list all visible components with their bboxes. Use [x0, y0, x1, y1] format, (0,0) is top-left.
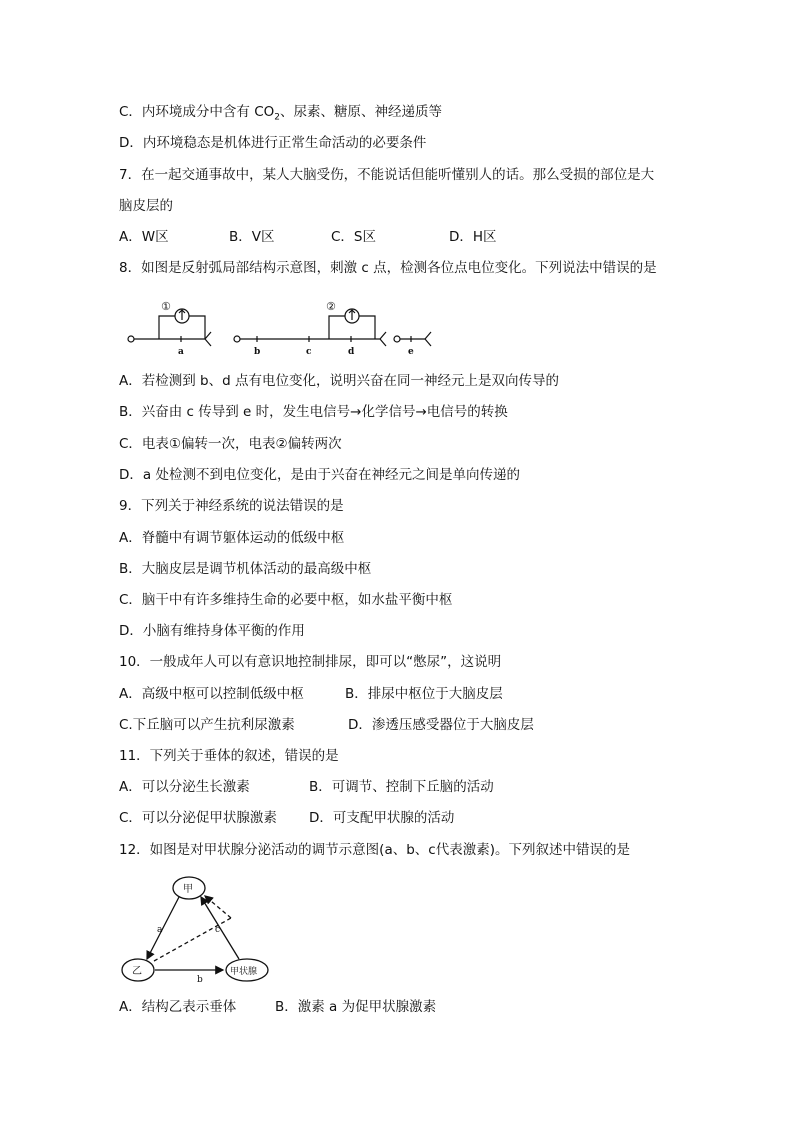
q8-option-a: A．若检测到 b、d 点有电位变化，说明兴奋在同一神经元上是双向传导的 — [119, 373, 559, 389]
q7-option-a: A．W区 — [119, 229, 169, 245]
q7-option-c: C．S区 — [331, 229, 376, 245]
q8-option-c: C．电表①偏转一次，电表②偏转两次 — [119, 436, 342, 452]
meter-1-label: ① — [161, 300, 171, 313]
question-9: 9．下列关于神经系统的说法错误的是 — [119, 498, 344, 514]
q8-option-d: D．a 处检测不到电位变化，是由于兴奋在神经元之间是单向传递的 — [119, 467, 520, 483]
q9-option-d: D．小脑有维持身体平衡的作用 — [119, 623, 305, 639]
q7-option-d: D．H区 — [449, 229, 497, 245]
q10-option-d: D．渗透压感受器位于大脑皮层 — [348, 717, 534, 733]
question-12: 12．如图是对甲状腺分泌活动的调节示意图(a、b、c代表激素)。下列叙述中错误的是 — [119, 842, 630, 858]
option-c-internal-environment: C．内环境成分中含有 $CO_2$、尿素、糖原、神经递质等 — [119, 104, 443, 123]
q11-option-b: B．可调节、控制下丘脑的活动 — [309, 779, 494, 795]
q11-option-c: C．可以分泌促甲状腺激素 — [119, 810, 277, 826]
label-thyroid: 甲状腺 — [230, 967, 258, 977]
q9-option-b: B．大脑皮层是调节机体活动的最高级中枢 — [119, 561, 372, 577]
q10-option-c: C.下丘脑可以产生抗利尿激素 — [119, 717, 295, 733]
question-10: 10．一般成年人可以有意识地控制排尿，即可以“憋尿”，这说明 — [119, 654, 502, 670]
reflex-arc-figure — [119, 292, 439, 362]
question-11: 11．下列关于垂体的叙述，错误的是 — [119, 748, 339, 764]
q9-option-c: C．脑干中有许多维持生命的必要中枢，如水盐平衡中枢 — [119, 592, 453, 608]
q7-option-b: B．V区 — [229, 229, 275, 245]
label-a: a — [157, 925, 163, 935]
q11-option-a: A．可以分泌生长激素 — [119, 779, 250, 795]
question-7-continued: 脑皮层的 — [119, 198, 173, 214]
thyroid-regulation-figure — [119, 870, 279, 985]
question-8: 8．如图是反射弧局部结构示意图，刺激 c 点，检测各位点电位变化。下列说法中错误的是 — [119, 260, 657, 276]
label-c: c — [215, 925, 221, 935]
q11-option-d: D．可支配甲状腺的活动 — [309, 810, 455, 826]
label-jia: 甲 — [183, 884, 193, 895]
question-7: 7．在一起交通事故中，某人大脑受伤，不能说话但能听懂别人的话。那么受损的部位是大 — [119, 167, 655, 183]
point-a: a — [178, 347, 184, 357]
q12-option-b: B．激素 a 为促甲状腺激素 — [275, 999, 437, 1015]
point-d: d — [348, 347, 355, 357]
point-c: c — [306, 347, 312, 357]
q10-option-b: B．排尿中枢位于大脑皮层 — [345, 686, 503, 702]
label-b: b — [197, 975, 203, 985]
q8-option-b: B．兴奋由 c 传导到 e 时，发生电信号→化学信号→电信号的转换 — [119, 404, 508, 420]
q10-option-a: A．高级中枢可以控制低级中枢 — [119, 686, 304, 702]
option-d-homeostasis: D．内环境稳态是机体进行正常生命活动的必要条件 — [119, 135, 427, 151]
q9-option-a: A．脊髓中有调节躯体运动的低级中枢 — [119, 530, 345, 546]
meter-2-label: ② — [326, 300, 336, 313]
point-e: e — [408, 347, 414, 357]
label-yi: 乙 — [132, 966, 142, 977]
point-b: b — [254, 347, 261, 357]
q12-option-a: A．结构乙表示垂体 — [119, 999, 237, 1015]
arrow-c-dashed-head — [205, 896, 231, 918]
